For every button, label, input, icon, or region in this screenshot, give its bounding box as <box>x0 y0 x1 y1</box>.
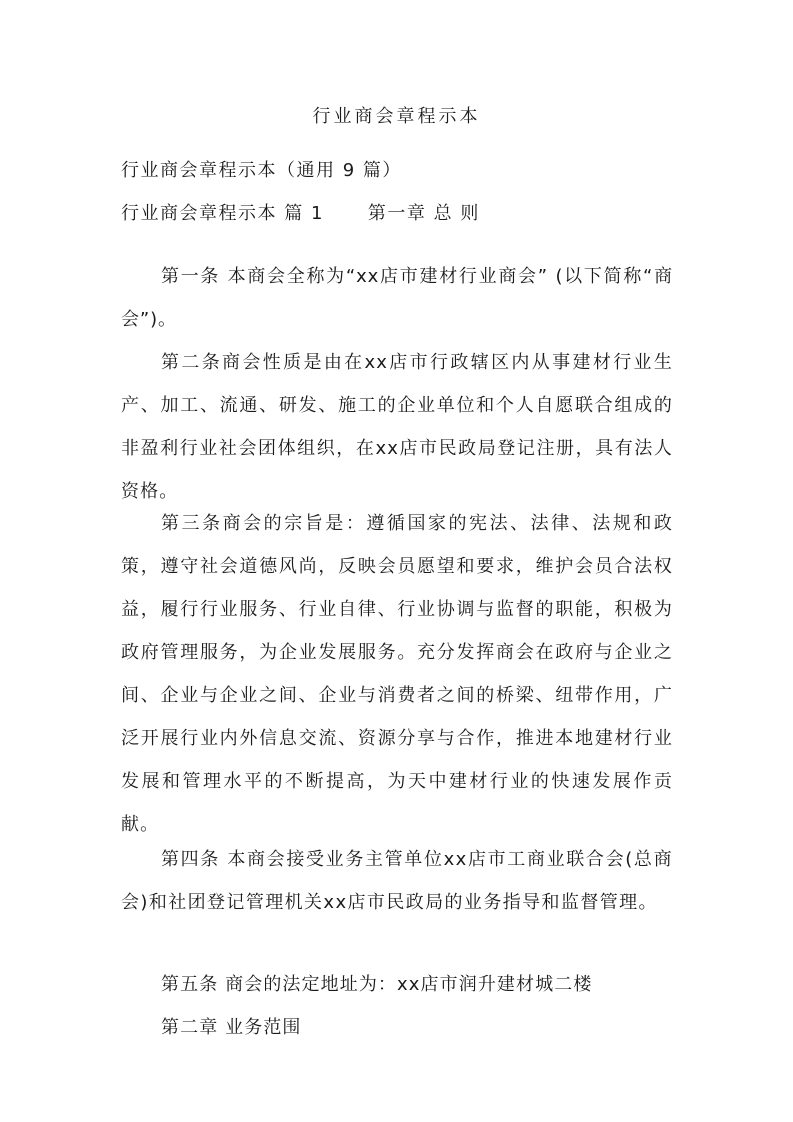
paragraph-article-2: 第二条商会性质是由在xx店市行政辖区内从事建材行业生产、加工、流通、研发、施工的企业单位和个人自愿联合组成的非盈利行业社会团体组织，在xx店市民政局登记注册，具有法人资格。 <box>121 352 673 502</box>
section-heading: 行业商会章程示本 篇 1 <box>121 203 324 224</box>
document-subtitle: 行业商会章程示本（通用 9 篇） <box>121 160 402 181</box>
chapter-2-heading: 第二章 业务范围 <box>161 1017 302 1038</box>
document-title: 行业商会章程示本 <box>312 106 481 127</box>
paragraph-article-4: 第四条 本商会接受业务主管单位xx店市工商业联合会(总商会)和社团登记管理机关xx店市民政局的业务指导和监督管理。 <box>121 849 673 913</box>
paragraph-article-3: 第三条商会的宗旨是：遵循国家的宪法、法律、法规和政策，遵守社会道德风尚，反映会员愿望和要求，维护会员合法权益，履行行业服务、行业自律、行业协调与监督的职能，积极为政府管理服务，为企业发展服务。充分发挥商会在政府与企业之间、企业与企业之间、企业与消费者之间的桥梁、纽带作用，广泛开展行业内外信息交流、资源分享与合作，推进本地建材行业发展和管理水平的不断提高，为天中建材行业的快速发展作贡献。 <box>121 513 673 835</box>
section-heading-row <box>121 200 480 228</box>
chapter-heading: 第一章 总 则 <box>367 203 480 224</box>
paragraph-article-5: 第五条 商会的法定地址为：xx店市润升建材城二楼 <box>161 974 593 995</box>
paragraph-article-1: 第一条 本商会全称为“xx店市建材行业商会” (以下简称“商会”)。 <box>121 266 673 330</box>
